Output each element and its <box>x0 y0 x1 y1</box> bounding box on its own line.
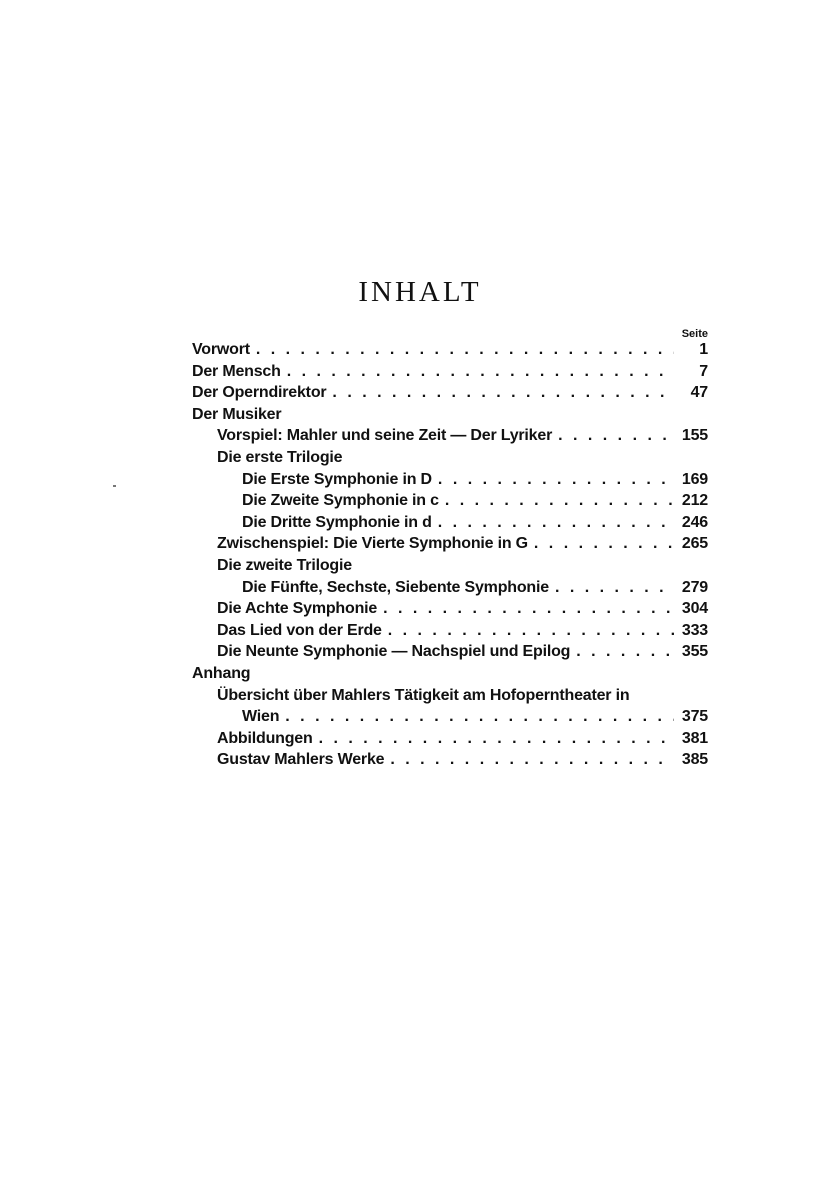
toc-entry <box>192 533 708 555</box>
toc-entry <box>192 361 708 383</box>
toc-entry-label: Die Zweite Symphonie in c <box>242 490 445 512</box>
toc-entry-label: Die Fünfte, Sechste, Siebente Symphonie <box>242 577 555 599</box>
dot-leader <box>332 382 674 404</box>
toc-entry <box>192 339 708 361</box>
toc-section-heading <box>192 663 708 685</box>
dot-leader <box>285 706 674 728</box>
toc-entry-label: Der Musiker <box>192 406 287 423</box>
toc-entry-label: Abbildungen <box>217 728 319 750</box>
toc-entry-page: 355 <box>681 643 708 661</box>
dot-leader <box>256 339 674 361</box>
toc-entry-page: 304 <box>681 600 708 618</box>
toc-entry-label: Die Dritte Symphonie in d <box>242 512 438 534</box>
toc-section-heading <box>192 555 708 577</box>
toc-entry <box>192 749 708 771</box>
toc-entry-label: Der Mensch <box>192 361 287 383</box>
toc-entry-label: Die Achte Symphonie <box>217 598 383 620</box>
dot-leader <box>445 490 674 512</box>
toc-entry-label: Das Lied von der Erde <box>217 620 388 642</box>
toc-entry <box>192 641 708 663</box>
toc-entry-label: Vorspiel: Mahler und seine Zeit — Der Lyriker <box>217 425 558 447</box>
dot-leader <box>558 425 674 447</box>
toc-entry-page: 381 <box>681 729 708 747</box>
toc-entry <box>192 512 708 534</box>
toc-entry <box>192 706 708 728</box>
toc-section-heading <box>192 404 708 426</box>
toc-entry-page: 1 <box>699 341 708 358</box>
dot-leader <box>438 512 674 534</box>
toc-entry-page: 385 <box>681 751 708 769</box>
toc-entry-label: Die zweite Trilogie <box>217 557 358 574</box>
toc-section-heading <box>192 447 708 469</box>
toc-entry <box>192 598 708 620</box>
toc-entry-page: 47 <box>690 384 708 402</box>
toc-entry-label: Anhang <box>192 665 256 682</box>
dot-leader <box>534 533 674 555</box>
dot-leader <box>576 641 674 663</box>
toc-entry-page: 155 <box>681 427 708 445</box>
toc-entry-label: Die erste Trilogie <box>217 449 348 466</box>
dot-leader <box>388 620 674 642</box>
toc-entry <box>192 577 708 599</box>
toc-entry-page: 279 <box>681 578 708 596</box>
toc-entry-label: Der Operndirektor <box>192 382 332 404</box>
toc-entry-page: 375 <box>681 708 708 726</box>
toc-entry-page: 212 <box>681 492 708 510</box>
toc-entry <box>192 425 708 447</box>
toc-entry-label: Wien <box>242 706 285 728</box>
toc-entry-label: Gustav Mahlers Werke <box>217 749 390 771</box>
toc-entry-page: 246 <box>681 513 708 531</box>
dot-leader <box>287 361 674 383</box>
toc-entry-label: Zwischenspiel: Die Vierte Symphonie in G <box>217 533 534 555</box>
page-title: INHALT <box>358 276 482 308</box>
dot-leader <box>438 469 674 491</box>
toc-entry-page: 169 <box>681 470 708 488</box>
stray-mark <box>113 485 116 487</box>
toc-section-heading <box>192 685 708 707</box>
toc-entry-label: Vorwort <box>192 339 256 361</box>
toc-entry-page: 333 <box>681 621 708 639</box>
toc-entry <box>192 469 708 491</box>
toc-entry-page: 265 <box>681 535 708 553</box>
dot-leader <box>390 749 674 771</box>
dot-leader <box>555 577 674 599</box>
dot-leader <box>319 728 674 750</box>
table-of-contents <box>192 339 708 771</box>
toc-entry-label: Die Neunte Symphonie — Nachspiel und Epilog <box>217 641 576 663</box>
toc-entry-label: Die Erste Symphonie in D <box>242 469 438 491</box>
dot-leader <box>383 598 674 620</box>
page-column-label: Seite <box>681 328 708 340</box>
toc-entry <box>192 382 708 404</box>
toc-entry <box>192 490 708 512</box>
toc-entry-label: Übersicht über Mahlers Tätigkeit am Hofoperntheater in <box>217 687 635 704</box>
toc-entry-page: 7 <box>699 362 708 380</box>
toc-entry <box>192 728 708 750</box>
toc-entry <box>192 620 708 642</box>
